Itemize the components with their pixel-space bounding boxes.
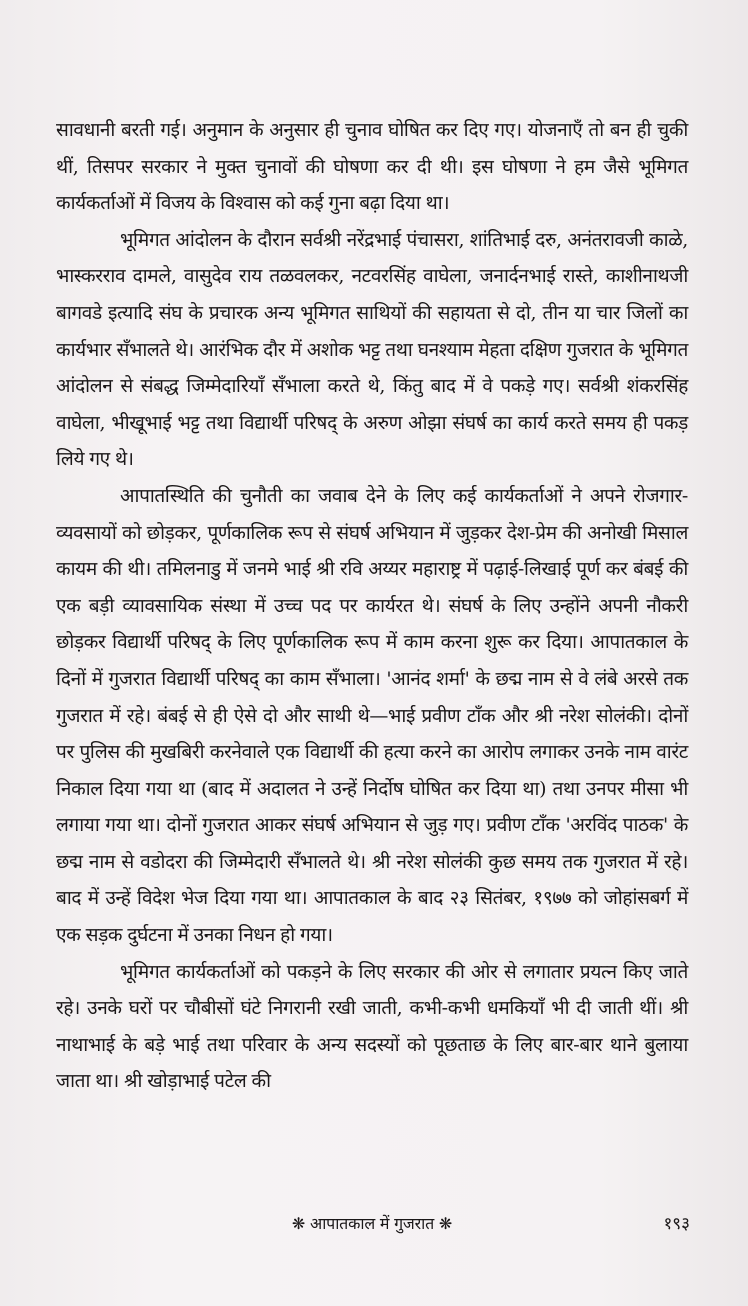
paragraph-3: आपातस्थिति की चुनौती का जवाब देने के लिए कई कार्यकर्ताओं ने अपने रोजगार-व्यवसायों को छोड़कर, पूर्णकालिक रूप से संघर्ष अभियान में जुड़कर देश-प्रेम की अनोखी मिसाल कायम की थी। तमिलनाडु में जनमे भाई श्री रवि अय्यर महाराष्ट्र में पढ़ाई-लिखाई पूर्ण कर बंबई की एक बड़ी व्यावसायिक संस्था में उच्च पद पर कार्यरत थे। संघर्ष के लिए उन्होंने अपनी नौकरी छोड़कर विद्यार्थी परिषद् के लिए पूर्णकालिक रूप में काम करना शुरू कर दिया। आपातकाल के दिनों में गुजरात विद्यार्थी परिषद् का काम सँभाला। 'आनंद शर्मा' के छद्म नाम से वे लंबे अरसे तक गुजरात में रहे। बंबई से ही ऐसे दो और साथी थे—भाई प्रवीण टाँक और श्री नरेश सोलंकी। दोनों पर पुलिस की मुखबिरी करनेवाले एक विद्यार्थी की हत्या करने का आरोप लगाकर उनके नाम वारंट निकाल दिया गया था (बाद में अदालत ने उन्हें निर्दोष घोषित कर दिया था) तथा उनपर मीसा भी लगाया गया था। दोनों गुजरात आकर संघर्ष अभियान से जुड़ गए। प्रवीण टाँक 'अरविंद पाठक' के छद्म नाम से वडोदरा की जिम्मेदारी सँभालते थे। श्री नरेश सोलंकी कुछ समय तक गुजरात में रहे। बाद में उन्हें विदेश भेज दिया गया था। आपातकाल के बाद २३ सितंबर, १९७७ को जोहांसबर्ग में एक सड़क दुर्घटना में उनका निधन हो गया।: [56, 484, 688, 947]
body-text: [56, 112, 688, 1100]
running-title: ❋ आपातकाल में गुजरात ❋: [291, 1214, 453, 1233]
page-number: १९३: [663, 1214, 690, 1234]
paragraph-1: सावधानी बरती गई। अनुमान के अनुसार ही चुनाव घोषित कर दिए गए। योजनाएँ तो बन ही चुकी थीं, तिसपर सरकार ने मुक्त चुनावों की घोषणा कर दी थी। इस घोषणा ने हम जैसे भूमिगत कार्यकर्ताओं में विजय के विश्वास को कई गुना बढ़ा दिया था।: [56, 119, 688, 215]
paragraph-2: भूमिगत आंदोलन के दौरान सर्वश्री नरेंद्रभाई पंचासरा, शांतिभाई दरु, अनंतरावजी काळे, भास्करराव दामले, वासुदेव राय तळवलकर, नटवरसिंह वाघेला, जनार्दनभाई रास्ते, काशीनाथजी बागवडे इत्यादि संघ के प्रचारक अन्य भूमिगत साथियों की सहायता से दो, तीन या चार जिलों का कार्यभार सँभालते थे। आरंभिक दौर में अशोक भट्ट तथा घनश्याम मेहता दक्षिण गुजरात के भूमिगत आंदोलन से संबद्ध जिम्मेदारियाँ सँभाला करते थे, किंतु बाद में वे पकड़े गए। सर्वश्री शंकरसिंह वाघेला, भीखूभाई भट्ट तथा विद्यार्थी परिषद् के अरुण ओझा संघर्ष का कार्य करते समय ही पकड़ लिये गए थे।: [56, 228, 688, 471]
paragraph-4: भूमिगत कार्यकर्ताओं को पकड़ने के लिए सरकार की ओर से लगातार प्रयत्न किए जाते रहे। उनके घरों पर चौबीसों घंटे निगरानी रखी जाती, कभी-कभी धमकियाँ भी दी जाती थीं। श्री नाथाभाई के बड़े भाई तथा परिवार के अन्य सदस्यों को पूछताछ के लिए बार-बार थाने बुलाया जाता था। श्री खोड़ाभाई पटेल की: [56, 960, 688, 1093]
page-footer: [56, 1204, 688, 1244]
